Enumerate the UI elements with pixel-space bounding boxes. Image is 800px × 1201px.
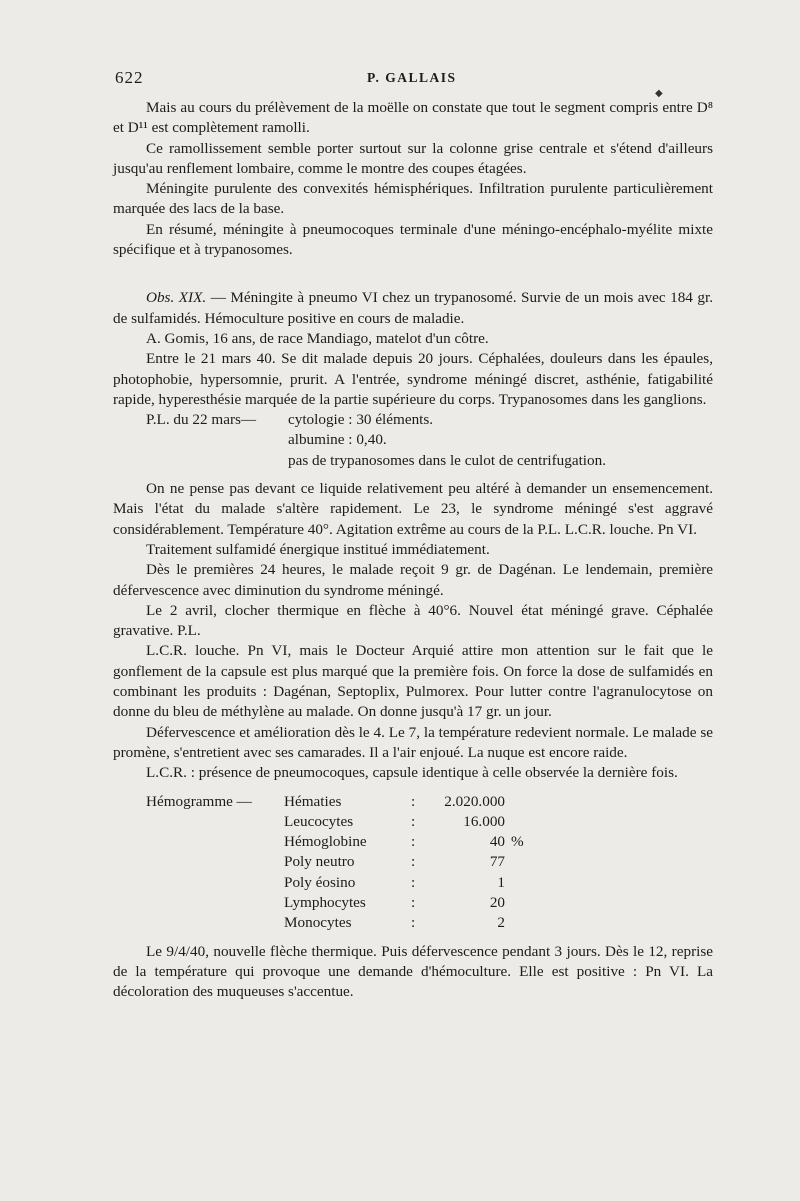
pl-result: cytologie : 30 éléments.: [288, 411, 434, 429]
hemogramme-separator: :: [411, 792, 416, 810]
hemogramme-value: 77: [489, 853, 505, 871]
hemogramme-unit: [505, 873, 537, 893]
paragraph: Traitement sulfamidé énergique institué immédiatement.: [146, 540, 490, 558]
hemogramme-unit: [505, 913, 537, 933]
pl-result: pas de trypanosomes dans le culot de centrifugation.: [288, 451, 607, 469]
hemogramme-spacer: [146, 832, 284, 852]
hemogramme-separator: :: [411, 893, 416, 911]
paragraph: Défervescence et amélioration dès le 4. Le 7, la température redevient normale. Le malade se promène, s'entretient avec ses camarades. Il a l'air enjoué. La nuque est encore raide.: [113, 723, 713, 761]
hemogramme-name: Lymphocytes: [284, 893, 366, 911]
page-body: [113, 98, 713, 1002]
hemogramme-name: Poly éosino: [284, 873, 356, 891]
hemogramme-row: [146, 873, 537, 893]
hemogramme-unit: [505, 812, 537, 832]
pl-result: albumine : 0,40.: [288, 431, 387, 449]
observation-heading: [113, 288, 713, 329]
hemogramme-value: 2: [497, 914, 505, 932]
pl-result-line: [113, 410, 713, 430]
hemogramme-row: [146, 893, 537, 913]
hemogramme-separator: :: [411, 914, 416, 932]
paragraph: Ce ramollissement semble porter surtout sur la colonne grise centrale et s'étend d'ailleurs jusqu'au renflement lombaire, comme le montre des coupes étagées.: [113, 139, 713, 177]
paragraph: L.C.R. : présence de pneumocoques, capsule identique à celle observée la dernière fois.: [146, 764, 678, 782]
hemogramme-spacer: [146, 852, 284, 872]
paragraph: Entre le 21 mars 40. Se dit malade depuis 20 jours. Céphalées, douleurs dans les épaules, photophobie, hypersomnie, prurit. A l'entrée, syndrome méningé discret, asthénie, fatigabilité rapide, hyperesthésie marquée de la partie supérieure du corps. Trypanosomes dans les ganglions.: [113, 350, 713, 408]
hemogramme-unit: [505, 792, 537, 812]
hemogramme-label: Hémogramme —: [146, 792, 252, 810]
hemogramme-row: [146, 832, 537, 852]
hemogramme-name: Monocytes: [284, 914, 352, 932]
ink-speck: ◆: [655, 88, 663, 99]
pl-result-line: [113, 430, 713, 450]
hemogramme-row: [146, 812, 537, 832]
hemogramme-name: Leucocytes: [284, 812, 354, 830]
observation-title: — Méningite à pneumo VI chez un trypanosomé. Survie de un mois avec 184 gr. de sulfamidés. Hémoculture positive en cours de maladie.: [113, 289, 713, 327]
page-number: 622: [115, 68, 144, 87]
hemogramme-unit: [505, 893, 537, 913]
patient-info: A. Gomis, 16 ans, de race Mandiago, matelot d'un côtre.: [146, 329, 489, 347]
hemogramme-separator: :: [411, 833, 416, 851]
paragraph: L.C.R. louche. Pn VI, mais le Docteur Arquié attire mon attention sur le fait que le gonflement de la capsule est plus marqué que la première fois. On force la dose de sulfamidés en combinant les produits : Dagénan, Septoplix, Pulmorex. Pour lutter contre l'agranulocytose on donne du bleu de méthylène au malade. On donne jusqu'à 17 gr. un jour.: [113, 642, 713, 721]
hemogramme-spacer: [146, 893, 284, 913]
hemogramme-row: [146, 792, 537, 812]
paragraph: En résumé, méningite à pneumocoques terminale d'une méningo-encéphalo-myélite mixte spécifique et à trypanosomes.: [113, 220, 713, 259]
hemogramme-row: [146, 852, 537, 872]
pl-date: P.L. du 22 mars—: [146, 411, 257, 429]
paragraph: Le 2 avril, clocher thermique en flèche à 40°6. Nouvel état méningé grave. Céphalée gravative. P.L.: [113, 601, 713, 640]
observation-label: Obs. XIX.: [146, 289, 207, 307]
hemogramme-separator: :: [411, 812, 416, 830]
hemogramme-table: [146, 792, 537, 934]
hemogramme-spacer: [146, 873, 284, 893]
hemogramme-separator: :: [411, 873, 416, 891]
hemogramme-unit: [505, 852, 537, 872]
paragraph-final: Le 9/4/40, nouvelle flèche thermique. Puis défervescence pendant 3 jours. Dès le 12, reprise de la température qui provoque une demande d'hémoculture. Elle est positive : Pn VI. La décoloration des muqueuses s'accentue.: [113, 942, 713, 1001]
paragraph: On ne pense pas devant ce liquide relativement peu altéré à demander un ensemencement. Mais l'état du malade s'altère rapidement. Le 23, le syndrome méningé s'est aggravé considérablement. Température 40°. Agitation extrême au cours de la P.L. L.C.R. louche. Pn VI.: [113, 480, 713, 538]
hemogramme-spacer: [146, 812, 284, 832]
running-head: P. GALLAIS: [367, 70, 457, 85]
hemogramme-value: 2.020.000: [444, 792, 505, 810]
hemogramme-name: Poly neutro: [284, 853, 355, 871]
paragraph: Méningite purulente des convexités hémisphériques. Infiltration purulente particulièrement marquée des lacs de la base.: [113, 180, 713, 218]
hemogramme-name: Hémoglobine: [284, 833, 367, 851]
hemogramme-value: 16.000: [463, 812, 505, 830]
hemogramme-row: [146, 913, 537, 933]
hemogramme-name: Hématies: [284, 792, 342, 810]
hemogramme-value: 40: [489, 833, 505, 851]
paragraph: Dès le premières 24 heures, le malade reçoit 9 gr. de Dagénan. Le lendemain, première défervescence avec diminution du syndrome méningé.: [113, 561, 713, 599]
hemogramme-value: 1: [497, 873, 505, 891]
hemogramme-value: 20: [489, 893, 505, 911]
paragraph: Mais au cours du prélèvement de la moëlle on constate que tout le segment compris entre D⁸ et D¹¹ est complètement ramolli.: [113, 99, 713, 137]
hemogramme-unit: %: [511, 833, 524, 851]
page-header: [115, 68, 715, 90]
hemogramme-separator: :: [411, 853, 416, 871]
hemogramme-spacer: [146, 913, 284, 933]
pl-result-line: [113, 451, 713, 471]
